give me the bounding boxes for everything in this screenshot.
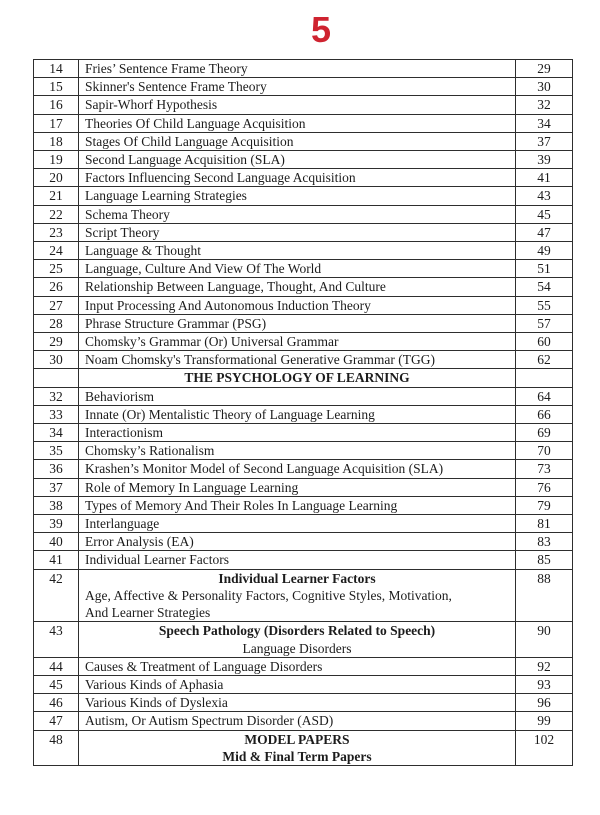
row-title-cell	[79, 278, 516, 296]
row-page-cell: 88	[516, 569, 573, 622]
row-page-cell: 93	[516, 675, 573, 693]
row-title-line: Individual Learner Factors	[218, 570, 376, 586]
row-title-line: Various Kinds of Dyslexia	[85, 695, 228, 711]
table-row	[34, 369, 573, 387]
row-number-cell: 28	[34, 314, 79, 332]
table-row	[34, 223, 573, 241]
row-title-line: THE PSYCHOLOGY OF LEARNING	[184, 370, 410, 386]
table-row	[34, 387, 573, 405]
table-row	[34, 96, 573, 114]
row-title-line: Innate (Or) Mentalistic Theory of Language Learning	[85, 406, 375, 422]
row-title-cell	[79, 187, 516, 205]
row-title-line: Stages Of Child Language Acquisition	[85, 133, 294, 149]
row-title-cell	[79, 442, 516, 460]
row-page-cell: 41	[516, 169, 573, 187]
row-number-cell: 21	[34, 187, 79, 205]
row-number-cell: 25	[34, 260, 79, 278]
table-row	[34, 712, 573, 730]
row-title-line: Language Disorders	[242, 640, 352, 656]
table-row	[34, 694, 573, 712]
row-page-cell: 43	[516, 187, 573, 205]
table-row	[34, 675, 573, 693]
row-number-cell: 16	[34, 96, 79, 114]
table-row	[34, 496, 573, 514]
table-row	[34, 151, 573, 169]
row-page-cell: 70	[516, 442, 573, 460]
row-page-cell: 62	[516, 351, 573, 369]
row-title-cell	[79, 712, 516, 730]
row-title-line: Speech Pathology (Disorders Related to Speech)	[158, 623, 436, 639]
row-number-cell: 37	[34, 478, 79, 496]
row-title-cell	[79, 205, 516, 223]
row-number-cell: 14	[34, 60, 79, 78]
row-page-cell: 54	[516, 278, 573, 296]
row-title-line: Skinner's Sentence Frame Theory	[85, 79, 267, 95]
row-title-cell	[79, 333, 516, 351]
row-title-cell	[79, 223, 516, 241]
row-number-cell: 33	[34, 405, 79, 423]
table-row	[34, 260, 573, 278]
table-row	[34, 60, 573, 78]
row-page-cell: 29	[516, 60, 573, 78]
row-title-cell	[79, 151, 516, 169]
row-title-cell	[79, 496, 516, 514]
row-page-cell: 76	[516, 478, 573, 496]
row-title-cell	[79, 60, 516, 78]
row-number-cell: 34	[34, 424, 79, 442]
row-page-cell: 45	[516, 205, 573, 223]
row-number-cell: 48	[34, 730, 79, 765]
table-row	[34, 114, 573, 132]
table-row	[34, 730, 573, 765]
row-title-cell	[79, 569, 516, 622]
row-number-cell: 41	[34, 551, 79, 569]
row-title-cell	[79, 622, 516, 657]
row-number-cell: 26	[34, 278, 79, 296]
table-row	[34, 333, 573, 351]
row-number-cell: 45	[34, 675, 79, 693]
row-title-cell	[79, 387, 516, 405]
row-title-line: Various Kinds of Aphasia	[85, 676, 224, 692]
row-page-cell: 90	[516, 622, 573, 657]
row-page-cell: 73	[516, 460, 573, 478]
row-number-cell: 20	[34, 169, 79, 187]
table-row	[34, 551, 573, 569]
row-title-cell	[79, 260, 516, 278]
row-title-cell	[79, 96, 516, 114]
row-title-line: Phrase Structure Grammar (PSG)	[85, 315, 267, 331]
row-page-cell: 49	[516, 242, 573, 260]
table-row	[34, 515, 573, 533]
row-page-cell: 96	[516, 694, 573, 712]
row-page-cell: 60	[516, 333, 573, 351]
row-page-cell: 37	[516, 132, 573, 150]
row-title-cell	[79, 132, 516, 150]
toc-table	[33, 59, 573, 766]
row-title-cell	[79, 551, 516, 569]
row-title-line: Interactionism	[85, 425, 163, 441]
row-page-cell: 81	[516, 515, 573, 533]
table-row	[34, 424, 573, 442]
row-number-cell: 18	[34, 132, 79, 150]
row-title-cell	[79, 351, 516, 369]
row-title-cell	[79, 242, 516, 260]
table-row	[34, 187, 573, 205]
row-number-cell: 32	[34, 387, 79, 405]
row-number-cell: 23	[34, 223, 79, 241]
row-number-cell: 27	[34, 296, 79, 314]
row-number-cell: 15	[34, 78, 79, 96]
row-title-line: Causes & Treatment of Language Disorders	[85, 658, 323, 674]
row-title-line: Individual Learner Factors	[85, 552, 229, 568]
row-page-cell: 39	[516, 151, 573, 169]
row-title-line: Language, Culture And View Of The World	[85, 261, 322, 277]
row-title-line: Types of Memory And Their Roles In Language Learning	[85, 497, 398, 513]
row-page-cell: 32	[516, 96, 573, 114]
row-title-cell	[79, 478, 516, 496]
row-number-cell: 42	[34, 569, 79, 622]
row-number-cell: 17	[34, 114, 79, 132]
row-title-cell	[79, 533, 516, 551]
row-number-cell: 47	[34, 712, 79, 730]
table-row	[34, 405, 573, 423]
row-title-line: Language Learning Strategies	[85, 188, 247, 204]
row-title-line: Sapir-Whorf Hypothesis	[85, 97, 218, 113]
table-row	[34, 205, 573, 223]
row-page-cell: 92	[516, 657, 573, 675]
row-page-cell: 47	[516, 223, 573, 241]
row-title-line: Factors Influencing Second Language Acquisition	[85, 170, 356, 186]
row-title-line: Mid & Final Term Papers	[222, 748, 372, 764]
table-row	[34, 442, 573, 460]
table-row	[34, 314, 573, 332]
row-title-line: Input Processing And Autonomous Induction Theory	[85, 297, 371, 313]
table-row	[34, 460, 573, 478]
row-page-cell: 57	[516, 314, 573, 332]
table-row	[34, 132, 573, 150]
row-title-line: Fries’ Sentence Frame Theory	[85, 61, 248, 76]
table-row	[34, 657, 573, 675]
row-title-line: And Learner Strategies	[85, 605, 211, 621]
row-title-line: Chomsky’s Rationalism	[85, 443, 215, 459]
row-page-cell: 51	[516, 260, 573, 278]
table-row	[34, 533, 573, 551]
row-page-cell: 99	[516, 712, 573, 730]
row-title-cell	[79, 460, 516, 478]
row-title-line: Krashen’s Monitor Model of Second Language Acquisition (SLA)	[85, 461, 444, 477]
row-title-line: Age, Affective & Personality Factors, Cognitive Styles, Motivation,	[85, 587, 452, 603]
row-number-cell: 24	[34, 242, 79, 260]
row-page-cell: 79	[516, 496, 573, 514]
row-title-cell	[79, 78, 516, 96]
table-row	[34, 278, 573, 296]
table-row	[34, 622, 573, 657]
row-title-line: Error Analysis (EA)	[85, 534, 194, 550]
table-row	[34, 569, 573, 622]
row-title-cell	[79, 515, 516, 533]
row-number-cell: 19	[34, 151, 79, 169]
row-title-cell	[79, 657, 516, 675]
row-number-cell: 22	[34, 205, 79, 223]
row-title-line: Language & Thought	[85, 243, 201, 259]
row-title-cell	[79, 694, 516, 712]
row-number-cell	[34, 369, 79, 387]
row-title-line: Chomsky’s Grammar (Or) Universal Grammar	[85, 334, 339, 350]
row-title-cell	[79, 169, 516, 187]
row-title-line: Theories Of Child Language Acquisition	[85, 115, 306, 131]
row-title-cell	[79, 730, 516, 765]
table-row	[34, 242, 573, 260]
row-title-line: Schema Theory	[85, 206, 170, 222]
row-page-cell: 69	[516, 424, 573, 442]
row-number-cell: 39	[34, 515, 79, 533]
row-title-line: Interlanguage	[85, 516, 160, 532]
row-number-cell: 29	[34, 333, 79, 351]
row-title-line: MODEL PAPERS	[244, 731, 350, 747]
table-row	[34, 296, 573, 314]
table-row	[34, 78, 573, 96]
table-row	[34, 478, 573, 496]
row-title-cell	[79, 405, 516, 423]
row-page-cell: 102	[516, 730, 573, 765]
row-title-cell	[79, 296, 516, 314]
row-number-cell: 38	[34, 496, 79, 514]
page-number: 5	[310, 9, 332, 50]
row-number-cell: 40	[34, 533, 79, 551]
row-number-cell: 36	[34, 460, 79, 478]
table-row	[34, 169, 573, 187]
row-title-cell	[79, 314, 516, 332]
row-title-cell	[79, 675, 516, 693]
row-title-cell	[79, 114, 516, 132]
row-title-line: Role of Memory In Language Learning	[85, 479, 299, 495]
row-page-cell	[516, 369, 573, 387]
row-page-cell: 64	[516, 387, 573, 405]
row-page-cell: 30	[516, 78, 573, 96]
row-number-cell: 30	[34, 351, 79, 369]
row-number-cell: 46	[34, 694, 79, 712]
row-page-cell: 83	[516, 533, 573, 551]
row-title-line: Second Language Acquisition (SLA)	[85, 152, 285, 168]
row-title-cell	[79, 369, 516, 387]
row-number-cell: 44	[34, 657, 79, 675]
row-title-line: Autism, Or Autism Spectrum Disorder (ASD)	[85, 713, 334, 729]
row-title-line: Relationship Between Language, Thought, And Culture	[85, 279, 386, 295]
table-row	[34, 351, 573, 369]
row-title-line: Script Theory	[85, 224, 160, 240]
row-title-line: Behaviorism	[85, 388, 154, 404]
row-number-cell: 35	[34, 442, 79, 460]
row-page-cell: 55	[516, 296, 573, 314]
row-number-cell: 43	[34, 622, 79, 657]
row-title-line: Noam Chomsky's Transformational Generative Grammar (TGG)	[85, 352, 435, 368]
row-title-cell	[79, 424, 516, 442]
row-page-cell: 34	[516, 114, 573, 132]
row-page-cell: 85	[516, 551, 573, 569]
toc-table-body	[34, 60, 573, 766]
row-page-cell: 66	[516, 405, 573, 423]
